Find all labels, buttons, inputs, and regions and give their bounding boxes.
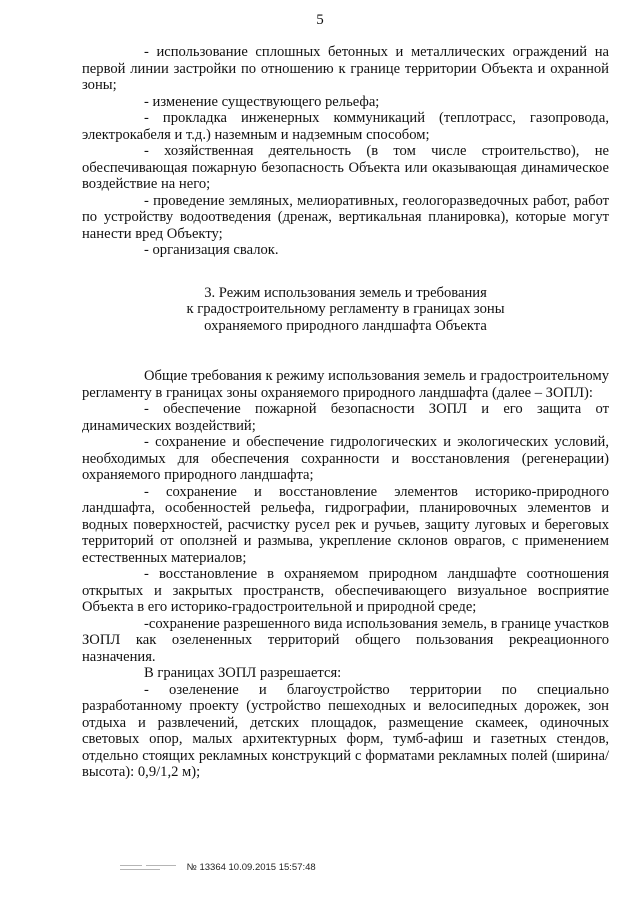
registration-stamp xyxy=(120,862,316,873)
list-item: - сохранение и обеспечение гидрологических и экологических условий, необходимых для обеспечения сохранности и восстановления (регенерации) охраняемого природного ландшафта; xyxy=(82,434,609,483)
page-number: 5 xyxy=(316,12,324,28)
list-item: - проведение земляных, мелиоративных, геологоразведочных работ, работ по устройству водоотведения (дренаж, вертикальная планировка), которые могут нанести вред Объекту; xyxy=(82,192,609,242)
section-heading-line: охраняемого природного ландшафта Объекта xyxy=(204,317,487,334)
section-heading-line: к градостроительному регламенту в границах зоны xyxy=(186,301,505,317)
intro-paragraph: Общие требования к режиму использования земель и градостроительному регламенту в границах зоны охраняемого природного ландшафта (далее – ЗОПЛ): xyxy=(82,368,609,401)
list-item: - озеленение и благоустройство территории по специально разработанному проекту (устройство пешеходных и велосипедных дорожек, зон отдыха и развлечений, детских площадок, размещение скамеек, одиночных световых опор, малых архитектурных форм, тумб-афиш и газетных стендов, отдельно стоящих рекламных конструкций с форматами рекламных полей (ширина/высота): 0,9/1,2 м); xyxy=(82,681,609,780)
section-heading-line: 3. Режим использования земель и требования xyxy=(204,284,487,301)
permitted-intro: В границах ЗОПЛ разрешается: xyxy=(144,665,342,681)
list-item: - использование сплошных бетонных и металлических ограждений на первой линии застройки по отношению к границе территории Объекта и охранной зоны; xyxy=(82,44,609,93)
list-item: -сохранение разрешенного вида использования земель, в границе участков ЗОПЛ как озелененных территорий общего пользования рекреационного назначения. xyxy=(82,615,609,665)
list-item: - обеспечение пожарной безопасности ЗОПЛ и его защита от динамических воздействий; xyxy=(82,401,609,434)
list-item: - прокладка инженерных коммуникаций (теплотрасс, газопровода, электрокабеля и т.д.) наземным и надземным способом; xyxy=(82,110,609,143)
document-body xyxy=(82,44,609,781)
section-heading xyxy=(82,285,609,335)
list-item: - сохранение и восстановление элементов историко-природного ландшафта, особенностей рельефа, гидрографии, планировочных элементов и водных поверхностей, расчистку русел рек и ручьев, защиту луговых и береговых территорий от оползней и размыва, укрепление склонов оврагов, с применением естественных материалов; xyxy=(82,483,609,566)
list-item: - хозяйственная деятельность (в том числе строительство), не обеспечивающая пожарную безопасность Объекта или оказывающая динамическое воздействие на него; xyxy=(82,143,609,192)
list-item: - изменение существующего рельефа; xyxy=(144,93,380,110)
stamp-mark-icon xyxy=(120,863,178,872)
stamp-text: № 13364 10.09.2015 15:57:48 xyxy=(186,862,316,873)
list-item: - восстановление в охраняемом природном ландшафте соотношения открытых и закрытых пространств, обеспечивающего визуальное восприятие Объекта в его историко-градостроительной и природной среде; xyxy=(82,566,609,615)
list-item: - организация свалок. xyxy=(144,242,279,258)
